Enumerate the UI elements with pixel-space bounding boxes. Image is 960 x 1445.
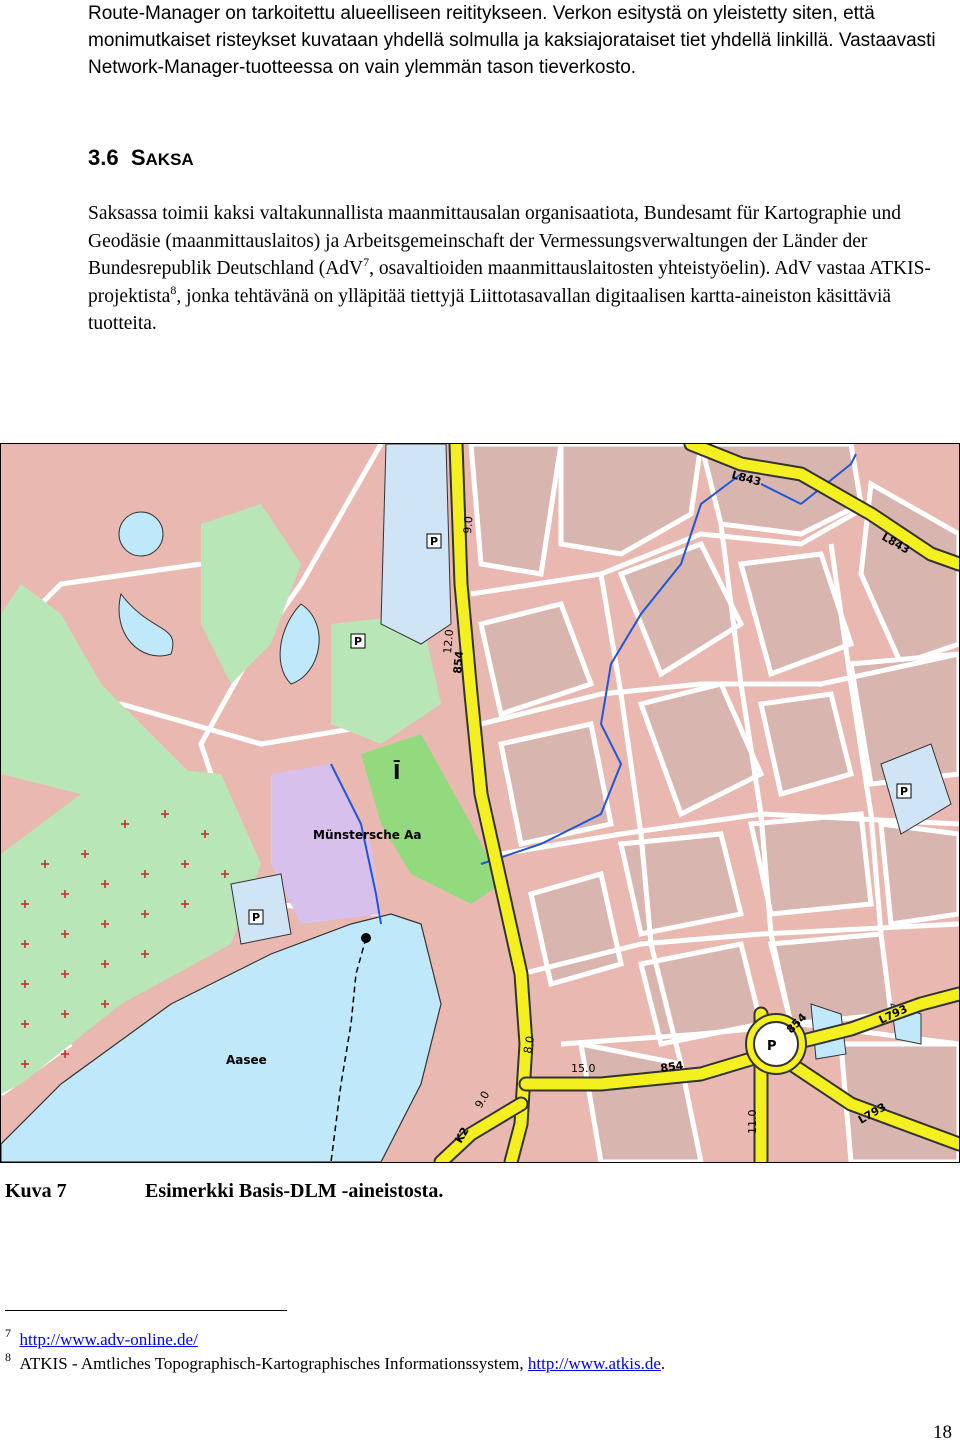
width-label-6: 8.0 [521, 1035, 537, 1055]
footnote-text: ATKIS - Amtliches Topographisch-Kartographisches Informationssystem, [19, 1354, 528, 1373]
footnote-number: 7 [5, 1326, 11, 1340]
svg-text:P: P [430, 535, 439, 548]
footnote-after: . [660, 1354, 666, 1373]
footnote-number: 8 [5, 1350, 11, 1364]
ferry-node [361, 933, 371, 943]
section-heading [88, 145, 194, 171]
width-label-2: 12.0 [441, 628, 457, 655]
road-label-l793-b: L793 [856, 1100, 889, 1127]
footnote-ref-8: 8 [170, 282, 177, 297]
road-label-854-a: 854 [451, 650, 466, 675]
road-label-l793-a: L793 [876, 1002, 910, 1027]
intro-paragraph: Route-Manager on tarkoitettu alueelliseen reititykseen. Verkon esitystä on yleistetty siten, että monimutkaiset risteykset kuvataan yhdellä solmulla ja kaksiajorataiset tiet yhdellä linkillä. Vastaavasti Network-Manager-tuotteessa on vain ylemmän tason tieverkosto. [88, 3, 936, 78]
section-title-initial: S [130, 145, 146, 170]
road-label-l843-a: L843 [730, 468, 763, 489]
body-paragraph [88, 200, 948, 338]
width-label-5: 9.0 [472, 1088, 493, 1111]
parking-icon [897, 784, 911, 798]
footnote-link[interactable]: http://www.atkis.de [527, 1354, 661, 1373]
parking-area-3 [231, 874, 291, 944]
footnote-7 [5, 1326, 198, 1350]
svg-text:P: P [252, 911, 261, 924]
parking-icon [427, 534, 441, 548]
roundabout-label: P [767, 1039, 777, 1054]
road-label-854-b: 854 [659, 1058, 685, 1075]
monument-icon: Ī [393, 760, 401, 784]
figure-label: Kuva 7 [5, 1180, 67, 1202]
svg-text:P: P [354, 635, 363, 648]
width-label-3: 15.0 [571, 1062, 596, 1075]
width-label-4: 11.0 [746, 1109, 759, 1134]
basis-dlm-map [0, 443, 960, 1163]
footnote-ref-7: 7 [363, 255, 370, 269]
footnote-8 [5, 1350, 666, 1374]
footnote-divider [5, 1310, 287, 1311]
svg-text:P: P [900, 785, 909, 798]
footnote-link[interactable]: http://www.adv-online.de/ [19, 1330, 198, 1349]
road-label-854-c: 854 [783, 1010, 810, 1037]
section-number: 3.6 [88, 145, 119, 170]
width-label-1: 9.0 [461, 515, 476, 535]
page-number: 18 [933, 1422, 952, 1443]
pond-2 [280, 604, 319, 684]
body-text-2: , osavaltioiden maanmittauslaitosten yhteistyöelin). AdV vastaa ATKIS-projektista [88, 258, 931, 307]
parking-icon [351, 634, 365, 648]
pond-1 [119, 594, 173, 656]
body-text-1: Saksassa toimii kaksi valtakunnallista maanmittausalan organisaatiota, Bundesamt für Kartographie und Geodäsie (maanmittauslaitos) ja Arbeitsgemeinschaft der Vermessungsverwaltungen der Länder der Bundesrepublik Deutschland (AdV [88, 203, 902, 279]
residential-blocks [471, 444, 959, 1162]
parking-icon [249, 910, 263, 924]
body-text-3: , jonka tehtävänä on ylläpitää tiettyjä Liittotasavallan digitaalisen kartta-aineiston käsittäviä tuotteita. [88, 285, 892, 334]
river-label: Münstersche Aa [313, 828, 422, 842]
pond-circle [119, 512, 163, 556]
road-label-k2: K2 [452, 1124, 472, 1146]
road-label-l843-b: L843 [879, 530, 912, 557]
figure-caption-text: Esimerkki Basis-DLM -aineistosta. [145, 1180, 444, 1202]
lake-label: Aasee [226, 1053, 267, 1067]
section-title-rest: AKSA [145, 150, 194, 169]
